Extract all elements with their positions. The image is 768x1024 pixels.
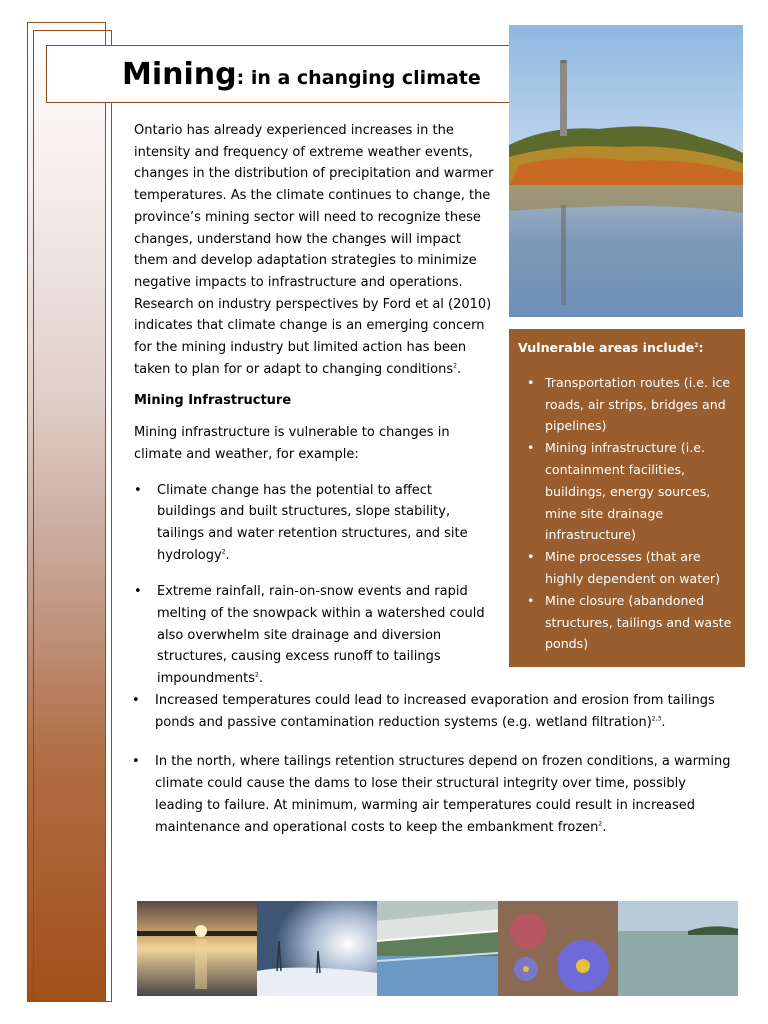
title-subtitle: : in a changing climate <box>236 67 481 89</box>
side-gradient-bar <box>27 22 106 1002</box>
list-item: • Mining infrastructure (i.e. containment facilities, buildings, energy sources, mine site drainage infrastructure) <box>518 437 735 546</box>
vulnerable-areas-title: Vulnerable areas include$^2$: <box>518 340 704 355</box>
main-text-column <box>134 120 494 705</box>
list-item: • Extreme rainfall, rain-on-snow events and rapid melting of the snowpack within a watershed could also overwhelm site drainage and diversion structures, causing excess runoff to tailings impoundments$^2$. <box>134 581 494 690</box>
calm-lake-shore-photo <box>618 901 738 996</box>
section-lead: Mining infrastructure is vulnerable to changes in climate and weather, for example: <box>134 425 450 462</box>
wide-bullets <box>132 690 737 856</box>
purple-aster-flowers-photo <box>498 901 618 996</box>
list-item: • Increased temperatures could lead to increased evaporation and erosion from tailings ponds and passive contamination reduction systems (e.g. wetland filtration)$^{2,3}$. <box>132 690 737 734</box>
photo-strip <box>137 901 738 996</box>
smokestack-lake-photo <box>509 25 743 317</box>
list-item: • Mine processes (that are highly dependent on water) <box>518 546 735 590</box>
footnote-ref: 2 <box>453 362 457 370</box>
list-item: • In the north, where tailings retention structures depend on frozen conditions, a warming climate could cause the dams to lose their structural integrity over time, possibly leading to failure. At minimum, warming air temperatures could result in increased maintenance and operational costs to keep the embankment frozen$^2$. <box>132 751 737 839</box>
title-main: Mining <box>122 57 237 92</box>
list-item: • Transportation routes (i.e. ice roads, air strips, bridges and pipelines) <box>518 372 735 437</box>
section-heading: Mining Infrastructure <box>134 393 292 409</box>
page-title <box>122 54 481 92</box>
vulnerable-areas-list <box>518 372 735 655</box>
boardwalk-wetland-photo <box>377 901 497 996</box>
vulnerable-areas-box <box>509 329 745 667</box>
list-item: • Climate change has the potential to affect buildings and built structures, slope stability, tailings and water retention structures, and site hydrology$^2$. <box>134 480 494 567</box>
winter-sky-photo <box>257 901 377 996</box>
intro-paragraph: Ontario has already experienced increases in the intensity and frequency of extreme weather events, changes in the distribution of precipitation and warmer temperatures. As the climate continues to change, the province’s mining sector will need to recognize these changes, understand how the changes will impact them and develop adaptation strategies to minimize negative impacts to infrastructure and operations. Research on industry perspectives by Ford et al (2010) indicates that climate change is an emerging concern for the mining industry but limited action has been taken to plan for or adapt to changing conditions$^2$. <box>134 123 494 377</box>
sunset-lake-photo <box>137 901 257 996</box>
list-item: • Mine closure (abandoned structures, tailings and waste ponds) <box>518 590 735 655</box>
infrastructure-bullets <box>134 480 494 690</box>
